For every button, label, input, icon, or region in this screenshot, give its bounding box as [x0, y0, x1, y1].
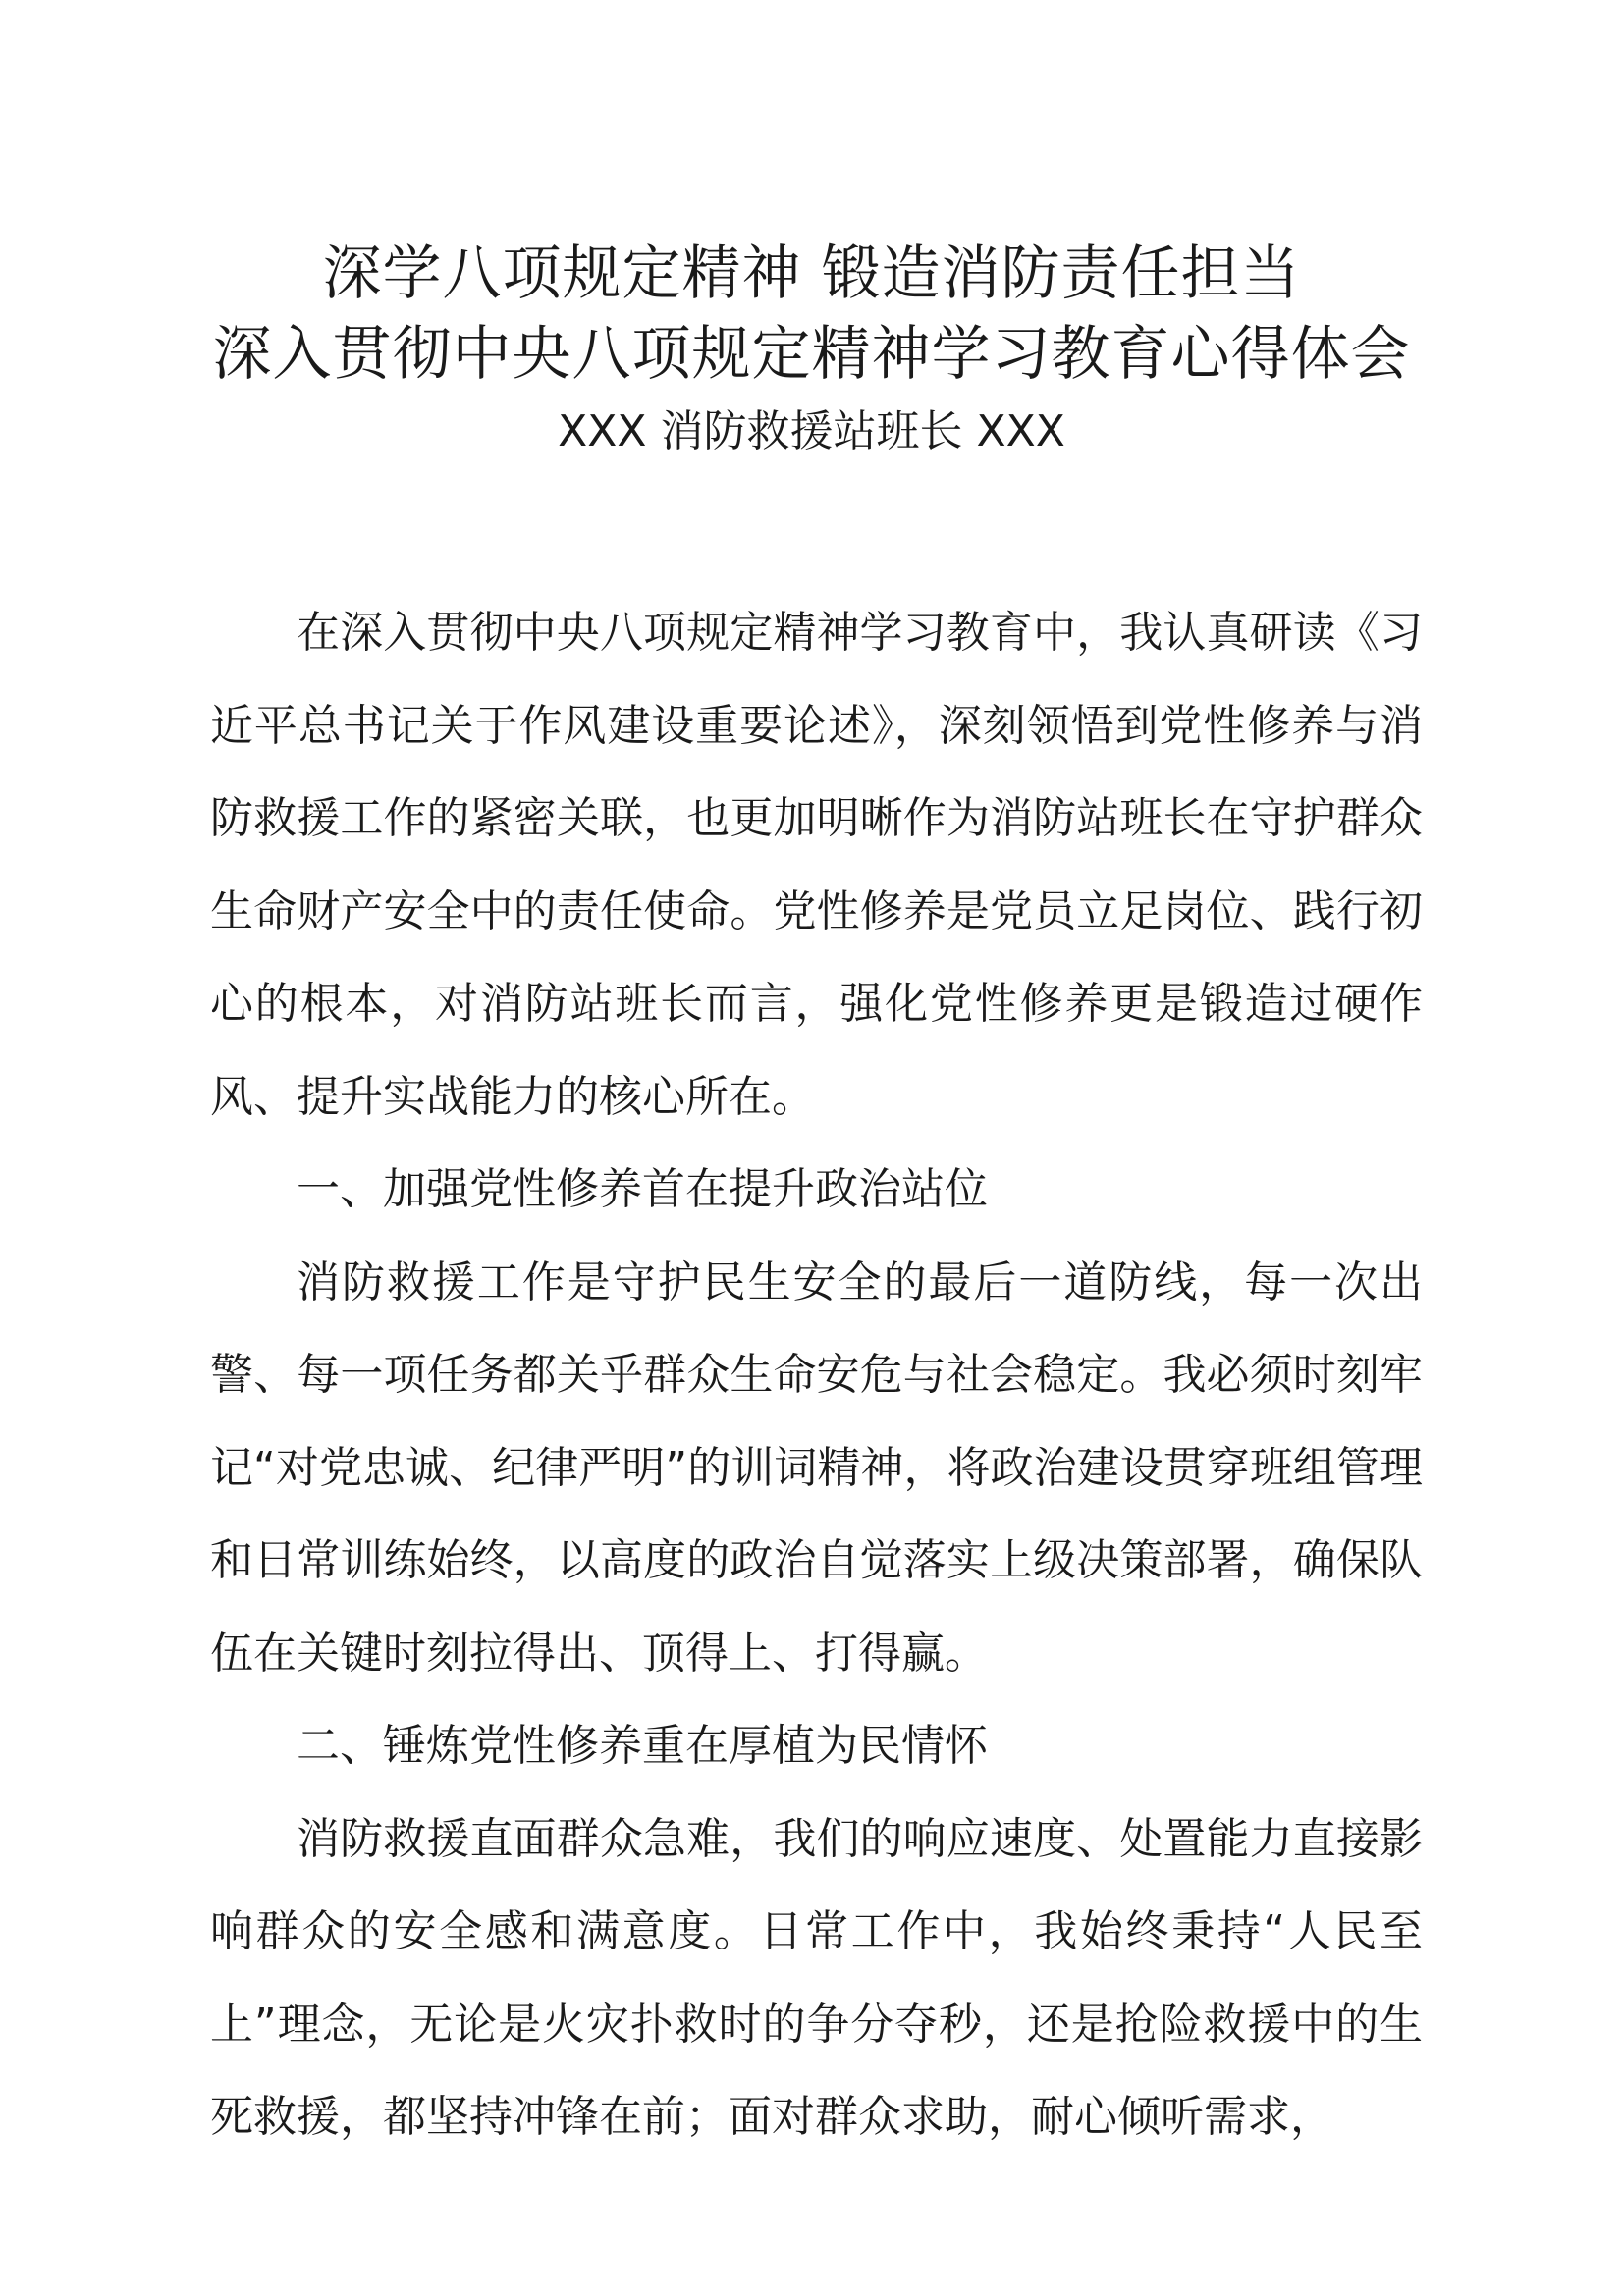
body-paragraph-section-1: 消防救援工作是守护民生安全的最后一道防线，每一次出警、每一项任务都关乎群众生命安危与社会稳定。我必须时刻牢记“对党忠诚、纪律严明”的训词精神，将政治建设贯穿班组管理和日常训练始终，以高度的政治自觉落实上级决策部署，确保队伍在关键时刻拉得出、顶得上、打得赢。	[210, 1256, 1423, 1679]
section-heading-2: 二、锤炼党性修养重在厚植为民情怀	[297, 1721, 988, 1771]
body-paragraph-intro: 在深入贯彻中央八项规定精神学习教育中，我认真研读《习近平总书记关于作风建设重要论述》，深刻领悟到党性修养与消防救援工作的紧密关联，也更加明晰作为消防站班长在守护群众生命财产安全中的责任使命。党性修养是党员立足岗位、践行初心的根本，对消防站班长而言，强化党性修养更是锻造过硬作风、提升实战能力的核心所在。	[210, 608, 1423, 1122]
body-paragraph-section-2: 消防救援直面群众急难，我们的响应速度、处置能力直接影响群众的安全感和满意度。日常工作中，我始终秉持“人民至上”理念，无论是火灾扑救时的争分夺秒，还是抢险救援中的生死救援，都坚持冲锋在前；面对群众求助，耐心倾听需求，	[210, 1813, 1423, 2142]
document-body	[210, 587, 1423, 2164]
document-author: XXX 消防救援站班长 XXX	[558, 406, 1065, 456]
document-title-line-2: 深入贯彻中央八项规定精神学习教育心得体会	[212, 320, 1411, 389]
title-block	[0, 234, 1623, 463]
document-title-line-1: 深学八项规定精神 锻造消防责任担当	[322, 240, 1301, 308]
section-heading-1: 一、加强党性修养首在提升政治站位	[297, 1164, 988, 1214]
